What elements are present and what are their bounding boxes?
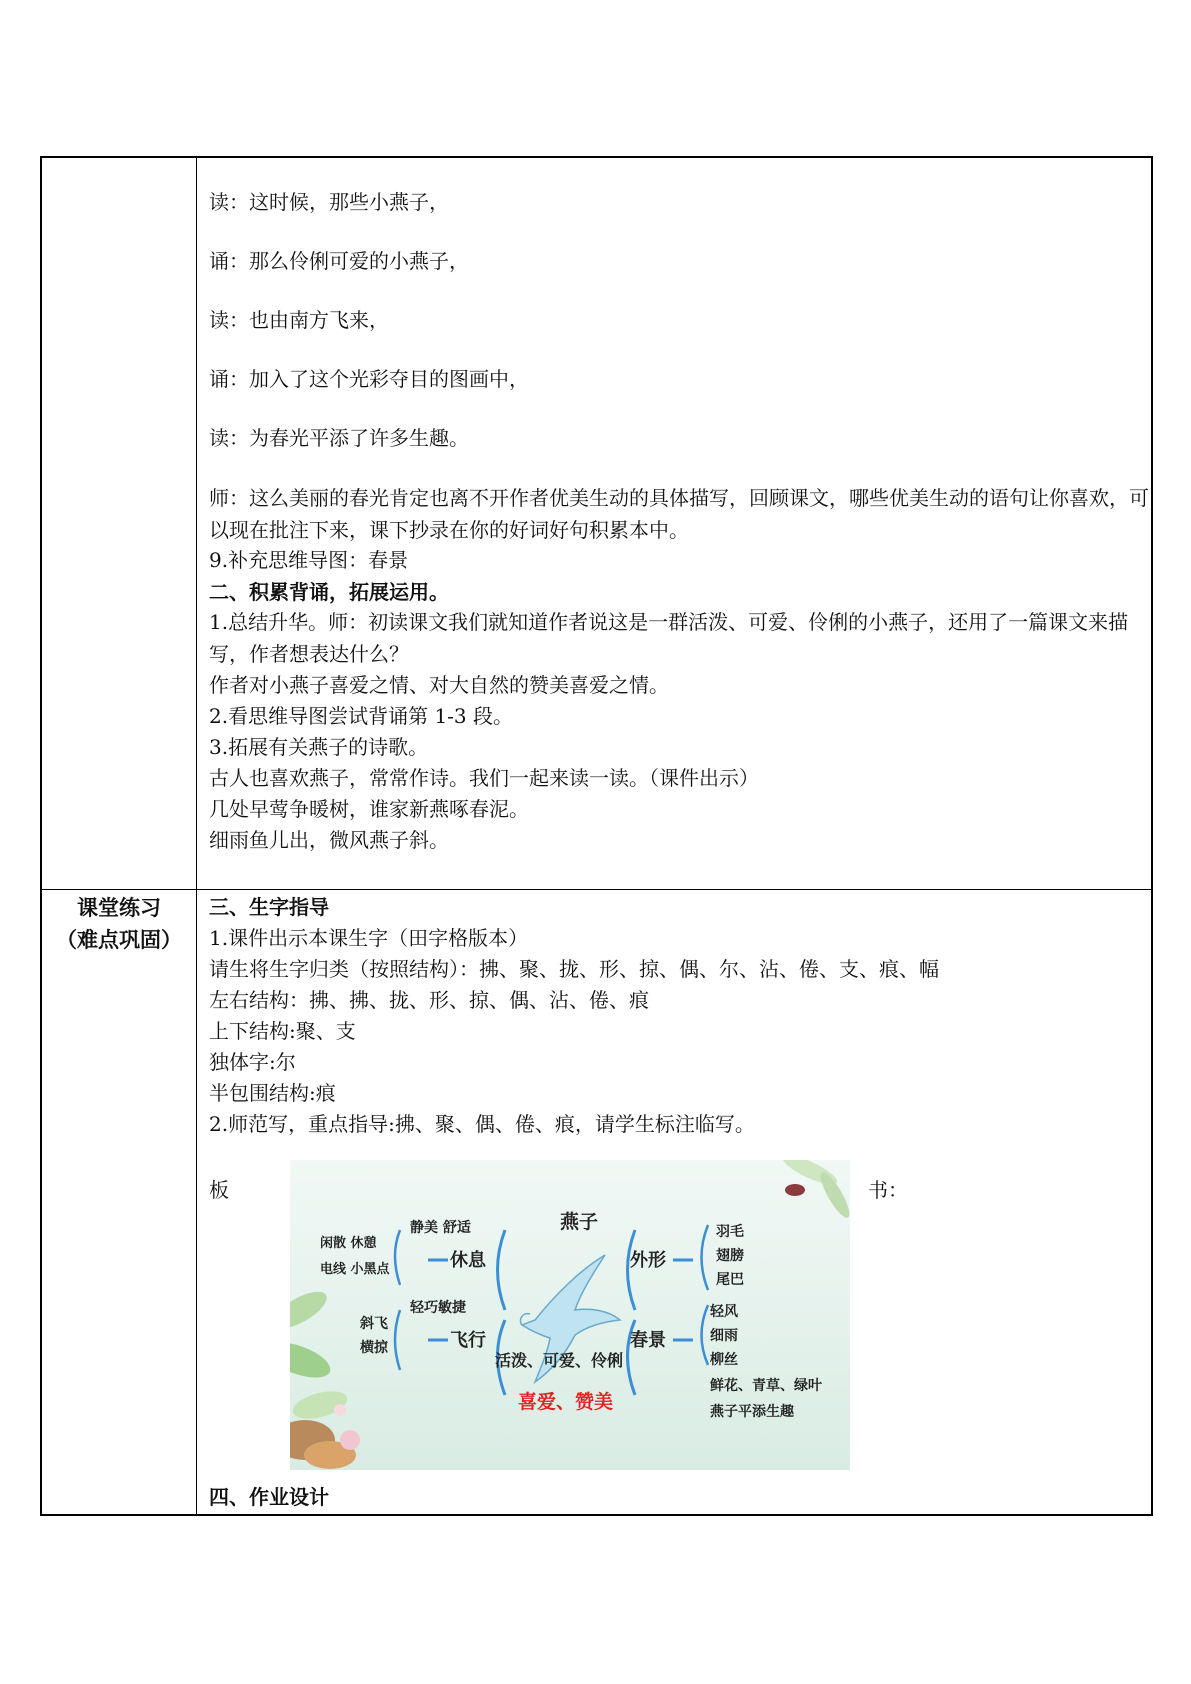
table-row-divider (40, 889, 1153, 890)
mindmap-svg (290, 1160, 850, 1470)
teacher-note: 师：这么美丽的春光肯定也离不开作者优美生动的具体描写，回顾课文，哪些优美生动的语句让你喜欢，可以现在批注下来，课下抄录在你的好词好句积累本中。 (209, 486, 1149, 542)
spring-item-2: 细雨 (710, 1328, 738, 1344)
reading-line-3: 读：也由南方飞来， (209, 308, 389, 332)
appearance-item-1: 羽毛 (716, 1224, 744, 1240)
spring-item-1: 轻风 (710, 1304, 738, 1320)
rest-top: 静美 舒适 (410, 1220, 471, 1236)
table-column-divider (196, 156, 197, 1516)
practice-label-line2: （难点巩固） (56, 928, 182, 952)
part3-top-bottom: 上下结构:聚、支 (209, 1019, 356, 1043)
fly-node: 飞行 (450, 1330, 486, 1351)
part3-half-enclosed: 半包围结构:痕 (209, 1081, 336, 1105)
part2-answer: 作者对小燕子喜爱之情、对大自然的赞美喜爱之情。 (209, 673, 669, 697)
part3-item2: 2.师范写，重点指导:拂、聚、偶、倦、痕，请学生标注临写。 (209, 1112, 755, 1136)
traits: 活泼、可爱、伶俐 (495, 1351, 624, 1370)
spring-node: 春景 (630, 1330, 666, 1351)
reading-line-1: 读：这时候，那些小燕子， (209, 190, 449, 214)
reading-line-4: 诵：加入了这个光彩夺目的图画中， (209, 367, 529, 391)
poem-line-1: 几处早莺争暖树，谁家新燕啄春泥。 (209, 797, 529, 821)
fly-left-1: 斜飞 (360, 1316, 388, 1332)
practice-label-line1: 课堂练习 (77, 896, 161, 920)
table-border-top (40, 156, 1153, 158)
spring-item-4: 鲜花、青草、绿叶 (710, 1378, 822, 1394)
rest-left-1: 闲散 休憩 (320, 1236, 377, 1251)
part4-heading: 四、作业设计 (209, 1485, 329, 1509)
table-border-left (40, 156, 42, 1516)
spring-item-3: 柳丝 (710, 1352, 738, 1368)
rest-left-2: 电线 小黑点 (320, 1262, 390, 1277)
table-border-bottom (40, 1514, 1153, 1516)
reading-line-5: 读：为春光平添了许多生趣。 (209, 426, 469, 450)
board-label-left: 板 (209, 1178, 229, 1202)
part2-item3: 3.拓展有关燕子的诗歌。 (209, 735, 429, 759)
appearance-node: 外形 (630, 1250, 666, 1271)
step-9: 9.补充思维导图：春景 (209, 548, 409, 572)
part3-heading: 三、生字指导 (209, 895, 329, 919)
part2-item1: 1.总结升华。师：初读课文我们就知道作者说这是一群活泼、可爱、伶俐的小燕子，还用了一篇课文来描写，作者想表达什么？ (209, 610, 1129, 666)
part3-item1: 1.课件出示本课生字（田字格版本） (209, 926, 529, 950)
appearance-item-3: 尾巴 (716, 1272, 744, 1288)
reading-line-2: 诵：那么伶俐可爱的小燕子， (209, 249, 469, 273)
board-mindmap-image (290, 1160, 850, 1470)
rest-node: 休息 (450, 1250, 486, 1271)
fly-left-2: 横掠 (360, 1340, 388, 1356)
part2-heading: 二、积累背诵，拓展运用。 (209, 580, 449, 604)
part3-classify: 请生将生字归类（按照结构）：拂、聚、拢、形、掠、偶、尔、沾、倦、支、痕、幅 (209, 957, 939, 981)
appearance-item-2: 翅膀 (716, 1248, 744, 1264)
table-border-right (1151, 156, 1153, 1516)
board-label-right: 书： (868, 1178, 908, 1202)
mindmap-title: 燕子 (560, 1211, 599, 1233)
part2-item2: 2.看思维导图尝试背诵第 1-3 段。 (209, 704, 514, 728)
part3-left-right: 左右结构：拂、拂、拢、形、掠、偶、沾、倦、痕 (209, 988, 649, 1012)
fly-top: 轻巧敏捷 (410, 1300, 466, 1316)
poem-line-2: 细雨鱼儿出，微风燕子斜。 (209, 828, 449, 852)
part2-intro: 古人也喜欢燕子，常常作诗。我们一起来读一读。（课件出示） (209, 766, 759, 790)
emotion: 喜爱、赞美 (518, 1391, 614, 1413)
part3-single: 独体字:尔 (209, 1050, 296, 1074)
spring-item-5: 燕子平添生趣 (710, 1404, 794, 1420)
